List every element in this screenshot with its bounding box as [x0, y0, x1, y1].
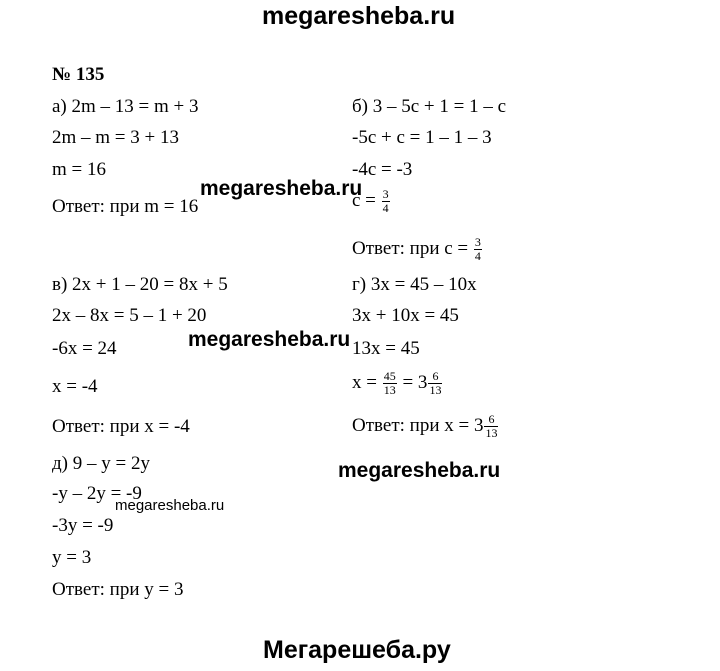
part-v-line-2: 2x – 8x = 5 – 1 + 20 — [52, 305, 207, 326]
watermark-mid-2: megaresheba.ru — [188, 328, 351, 351]
part-g-answer-fraction — [484, 413, 498, 440]
part-b-line-2: -5c + c = 1 – 1 – 3 — [352, 127, 492, 148]
part-g-fraction-2-num: 6 — [428, 370, 442, 384]
part-b-line-3: -4c = -3 — [352, 159, 413, 180]
part-g-answer-fraction-num: 6 — [484, 413, 498, 427]
part-v-line-4: x = -4 — [52, 376, 98, 397]
part-b-answer — [352, 236, 483, 263]
part-b-fraction — [382, 188, 390, 215]
part-a-line-2: 2m – m = 3 + 13 — [52, 127, 179, 148]
part-g-fraction-2-den: 13 — [429, 383, 442, 397]
part-b-answer-fraction — [474, 236, 482, 263]
part-g-answer-fraction-den: 13 — [485, 426, 498, 440]
part-a-answer: Ответ: при m = 16 — [52, 196, 199, 217]
part-b-fraction-num: 3 — [382, 187, 389, 201]
part-v-line-1: в) 2x + 1 – 20 = 8x + 5 — [52, 274, 228, 295]
part-d-line-1: д) 9 – y = 2y — [52, 453, 150, 474]
part-d-answer: Ответ: при y = 3 — [52, 579, 184, 600]
part-g-fraction-2 — [428, 370, 442, 397]
part-g-answer-text: Ответ: при x = 3 — [352, 414, 484, 436]
part-g-line-4-mid: = 3 — [397, 371, 428, 393]
part-g-answer — [352, 413, 499, 440]
part-g-line-4-text: x = — [352, 371, 382, 393]
part-d-line-3: -3y = -9 — [52, 515, 114, 536]
part-g-fraction-1 — [383, 370, 397, 397]
part-a-line-3: m = 16 — [52, 159, 106, 180]
part-d-line-4: y = 3 — [52, 547, 92, 568]
problem-number: № 135 — [52, 64, 105, 85]
part-g-fraction-1-num: 45 — [383, 369, 396, 383]
part-g-line-2: 3x + 10x = 45 — [352, 305, 459, 326]
part-b-fraction-den: 4 — [382, 201, 389, 215]
part-b-answer-fraction-den: 4 — [474, 249, 481, 263]
watermark-mid-1: megaresheba.ru — [200, 177, 363, 200]
part-b-answer-fraction-num: 3 — [474, 235, 481, 249]
part-a-line-1: а) 2m – 13 = m + 3 — [52, 96, 199, 117]
part-g-line-4 — [352, 370, 443, 397]
part-v-answer: Ответ: при x = -4 — [52, 416, 190, 437]
part-b-line-1: б) 3 – 5c + 1 = 1 – c — [352, 96, 507, 117]
watermark-small: megaresheba.ru — [115, 497, 225, 514]
part-g-line-1: г) 3x = 45 – 10x — [352, 274, 477, 295]
part-v-line-3: -6x = 24 — [52, 338, 117, 359]
part-b-answer-text: Ответ: при c = — [352, 237, 473, 259]
part-g-fraction-1-den: 13 — [383, 383, 396, 397]
part-d-line-2: -y – 2y = -9 — [52, 483, 142, 504]
part-b-line-4-text: c = — [352, 189, 381, 211]
watermark-top: megaresheba.ru — [262, 2, 456, 30]
watermark-bottom: Мегарешеба.ру — [263, 636, 451, 664]
part-g-line-3: 13x = 45 — [352, 338, 420, 359]
watermark-mid-3: megaresheba.ru — [338, 459, 501, 482]
